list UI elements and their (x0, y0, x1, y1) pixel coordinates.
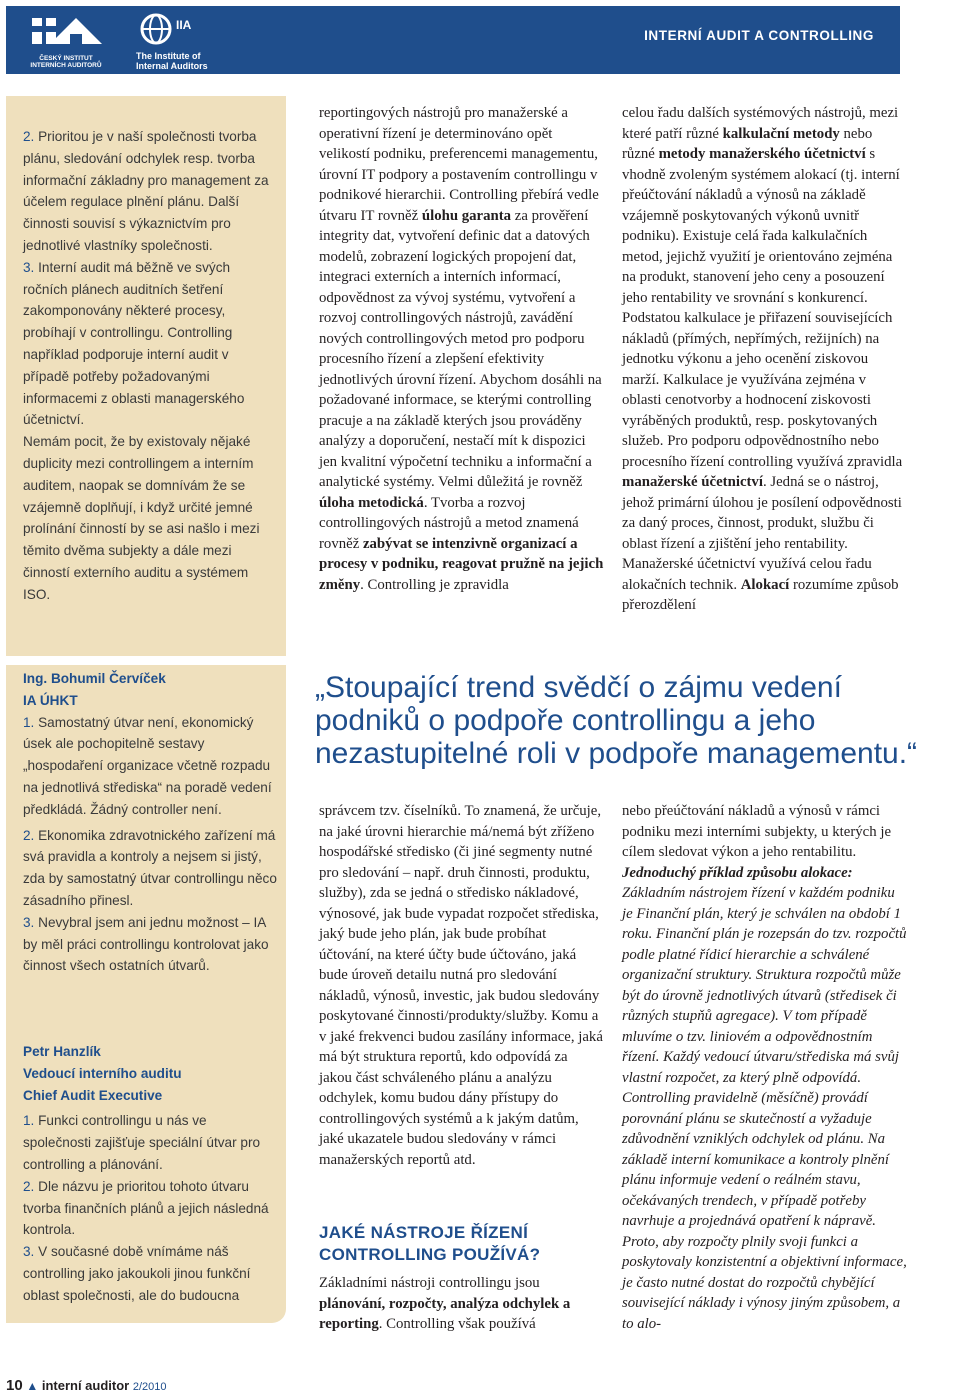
answer-number: 2. (23, 827, 35, 843)
answer-text: Samostatný útvar není, ekonomický úsek ale pochopitelně sestavy „hospodaření organizace včetně rozpadu na jednotlivá střediska“ na poradě vedení předkládá. Žádný controller není. (23, 714, 272, 817)
answer-text: V současné době vnímáme náš controlling jako jakoukoli jinou funkční oblast společnosti, ale do budoucna (23, 1244, 251, 1303)
sidebar-answer (23, 1110, 278, 1175)
bold-run: metody manažerského účetnictví (658, 146, 866, 162)
sidebar-answer (23, 712, 278, 821)
globe-icon (136, 12, 176, 46)
bold-run: úlohu garanta (421, 207, 512, 224)
answer-text: Interní audit má běžně ve svých ročních plánech auditních šetření zakomponovány některé procesy, probíhají v controllingu. Controlling například podporuje interní audit v případě potřeby požadovanými informacemi z oblasti managerského účetnictví. (23, 259, 245, 428)
article-paragraph (319, 1273, 604, 1335)
answer-number: 3. (23, 914, 35, 930)
article-paragraph (622, 103, 907, 616)
page-header (6, 6, 900, 74)
bold-run: kalkulační metody (722, 125, 840, 142)
iia-logo-line2: Internal Auditors (136, 61, 208, 71)
issue-number: 2/2010 (132, 1381, 167, 1393)
magazine-name: interní auditor (41, 1378, 130, 1393)
text-run: rozumíme způsob přerozdělení (622, 576, 899, 613)
bold-run: Alokací (740, 576, 790, 593)
section-heading: JAKÉ NÁSTROJE ŘÍZENÍ CONTROLLING POUŽÍVÁ? (319, 1223, 541, 1264)
answer-text: Nemám pocit, že by existovaly nějaké duplicity mezi controllingem a interním auditem, naopak se domnívám že se vzájemně doplňují, i když určité jemné prolínání činností by se asi našlo i mezi těmito dvěma subjekty a dále mezi činností externího auditu a systémem ISO. (23, 434, 260, 602)
sidebar-answer (23, 1241, 278, 1306)
ciia-logo (26, 14, 106, 68)
answer-text: Funkci controllingu u nás ve společnosti zajišťuje speciální útvar pro controlling a plánování. (23, 1113, 261, 1172)
article-column-3-continued (319, 1273, 604, 1335)
answer-number: 3. (23, 1244, 35, 1260)
page-number: 10 (6, 1377, 23, 1394)
sidebar-answer (23, 431, 278, 605)
text-run: celou řadu dalších systémových nástrojů, mezi které patří různé (622, 105, 899, 142)
ciia-logo-mark (26, 14, 106, 50)
article-paragraph: nebo přeúčtování nákladů a výnosů v rámci podniku mezi interními subjekty, u kterých je cílem sledovat výkon a jeho rentabilitu. (622, 803, 892, 860)
article-column-1 (319, 103, 604, 595)
answer-number: 1. (23, 714, 35, 730)
article-column-4 (622, 801, 907, 1334)
section-title: INTERNÍ AUDIT A CONTROLLING (644, 28, 874, 43)
sidebar-answer (23, 126, 278, 257)
sidebar-block-3 (23, 1041, 278, 1307)
respondent-name: Ing. Bohumil Červíček (23, 671, 166, 686)
respondent-name: Petr Hanzlík (23, 1044, 101, 1059)
example-paragraph: Základním nástrojem řízení v každém podniku je Finanční plán, který je schválen na období 1 roku. Finanční plán je rozepsán do tzv. rozpočtů podle platné řídicí hierarchie a schválené organizační struktury. Struktura rozpočtů může být do úrovně jednotlivých útvarů (středisek či různých stupňů agregace). V tom případě mluvíme o tzv. liniovém a odpovědnostním řízení. Každý vedoucí útvaru/střediska má svůj vlastní rozpočet, za který plně odpovídá. Controlling pravidelně (měsíčně) provádí porovnání plánu se skutečností a vyžaduje zdůvodnění vzniklých odchylek od plánu. Na základě interní komunikace a kontroly plnění plánu informuje vedení o reálném stavu, očekávaných trendech, v případě potřeby navrhuje a projednává opatření k nápravě. Proto, aby rozpočty plnily svoji funkci a poskytovaly konzistentní a objektivní informace, je často nutné dostat do rozpočtů chybějící související náklady i výnosy jiným způsobem, a to alo- (622, 885, 907, 1332)
answer-text: Prioritou je v naší společnosti tvorba plánu, sledování odchylek resp. tvorba informační základny pro management za účelem regulace plnění plánu. Další činnosti souvisí s výkaznictvím pro jednotlivé vlastníky společnosti. (23, 129, 269, 253)
example-heading (622, 863, 907, 884)
answer-text: Nevybral jsem ani jednu možnost – IA by měl práci controllingu kontrolovat jako činnost všech ostatních útvarů. (23, 914, 269, 974)
sidebar-block-1 (23, 126, 278, 606)
respondent-role-en: Chief Audit Executive (23, 1087, 163, 1103)
text-run: . Tvorba a rozvoj controllingových nástrojů a metod znamená rovněž (319, 494, 579, 552)
bold-italic-run: Jednoduchý příklad způsobu alokace: (622, 864, 853, 881)
text-run: . Jedná se o nástroj, jehož primární úlohou je posílení odpovědnosti za daný proces, činnost, produkt, službu či oblast řízení a zjištění jeho rentability. Manažerské účetnictví využívá celou řadu alokačních technik. (622, 474, 902, 593)
answer-number: 1. (23, 1113, 35, 1129)
article-paragraph (319, 103, 604, 595)
text-run: s vhodně zvoleným systémem alokací (tj. interní přeúčtování nákladů a výnosů na základě vzájemně poskytovaných výkonů uvnitř podniku). Existuje celá řada kalkulačních metod, jejichž využití je orientováno zejména na produkt, stanovení jeho ceny a posouzení jeho rentability ve srovnání s konkurencí. Podstatou kalkulace je přiřazení souvisejících nákladů (přímých, nepřímých, režijních) na jednotku výkonu a jeho ocenění ziskovou marží. Kalkulace je využívána zejména v oblasti cenotvorby a hodnocení ziskovosti vyráběných produktů, resp. poskytovaných služeb. Pro podporu odpovědnostního nebo procesního řízení controlling využívá zpravidla (622, 146, 903, 470)
survey-sidebar (6, 96, 286, 1323)
respondent-role: Vedoucí interního auditu (23, 1065, 182, 1081)
bold-run: plánování, rozpočty, analýza odchylek a reporting (319, 1295, 571, 1332)
sidebar-block-2 (23, 668, 278, 977)
ciia-logo-line2: INTERNÍCH AUDITORŮ (30, 62, 102, 69)
article-column-3 (319, 801, 604, 1170)
answer-number: 2. (23, 1178, 35, 1194)
text-run: reportingových nástrojů pro manažerské a operativní řízení je determinováno opět velikostí podniku, preferencemi managementu, úrovní IT podpory a postavením controllingu v podnikové hierarchii. Controlling přebírá vedle útvaru IT rovněž (319, 105, 599, 224)
triangle-icon: ▲ (26, 1379, 39, 1393)
text-run: Základními nástroji controllingu jsou (319, 1275, 540, 1291)
sidebar-answer (23, 912, 278, 977)
iia-logo-mark: IIA (176, 18, 192, 32)
sidebar-answer (23, 257, 278, 431)
page-footer (6, 1377, 167, 1394)
iia-logo (136, 12, 226, 70)
answer-text: Dle názvu je prioritou tohoto útvaru tvorba finančních plánů a jejich následná kontrola. (23, 1178, 269, 1238)
bold-run: úloha metodická (319, 494, 424, 511)
sidebar-divider (6, 656, 286, 665)
answer-text: Ekonomika zdravotnického zařízení má svá pravidla a kontroly a nejsem si jistý, zda by samostatný útvar controllingu něco zásadního přinesl. (23, 827, 277, 908)
answer-number: 3. (23, 259, 35, 275)
iia-logo-line1: The Institute of (136, 51, 201, 61)
article-paragraph: správcem tzv. číselníků. To znamená, že určuje, na jaké úrovni hierarchie má/nemá být zříženo hospodářské středisko (či jiné segmenty nutné pro sledování – např. druh činnosti, produktu, služby), zda se jedná o středisko nákladové, výnosové, jak bude vypadat rozpočet střediska, jaký bude jeho plán, jak bude probíhat účtování, na které účty bude účtováno, jaká bude úroveň detailu nutná pro sledování nákladů, výnosů, investic, jak budou sledovány poskytované činnosti/produkty/služby. Komu a v jaké frekvenci budou zasílány informace, jaká má být struktura reportů, kdo odpovídá za jakou část schváleného plánu a analýzu odchylek, komu budou dány přístupy do controllingových systémů a k jakým datům, jaké ukazatele budou sledovány v rámci manažerských reportů atd. (319, 803, 603, 1168)
sidebar-answer (23, 825, 278, 912)
article-column-2 (622, 103, 907, 616)
text-run: za prověření integrity dat, vytvoření definic dat a datových modelů, zobrazení logických propojení dat, integraci externích a interních informací, odpovědnost za vývoj systému, vytvoření a rozvoj controllingových nástrojů, zavádění nových controllingových metod pro podporu procesního řízení a zlepšení efektivity jednotlivých úrovní řízení. Abychom dosáhli na požadované informace, se kterými controlling pracuje a na základě kterých jsou prováděny analýzy a doporučení, nestačí mít k dispozici jen kvalitní výpočetní techniku a informační a analytické systémy. Velmi důležitá je rovněž (319, 207, 602, 490)
bold-run: zabývat se intenzivně organizací a procesy v podniku, reagovat pružně na jejich změny (319, 535, 604, 593)
respondent-role: IA ÚHKT (23, 692, 78, 708)
bold-run: manažerské účetnictví (622, 474, 763, 490)
text-run: . Controlling je zpravidla (360, 576, 509, 593)
ciia-logo-line1: ČESKÝ INSTITUT (39, 55, 93, 62)
text-run: . Controlling však používá (378, 1316, 536, 1332)
sidebar-answer (23, 1176, 278, 1241)
pull-quote: „Stoupající trend svědčí o zájmu vedení podniků o podpoře controllingu a jeho nezastupitelné roli v podpoře managementu.“ (315, 671, 918, 770)
answer-number: 2. (23, 129, 35, 144)
text-run: nebo různé (622, 125, 873, 162)
